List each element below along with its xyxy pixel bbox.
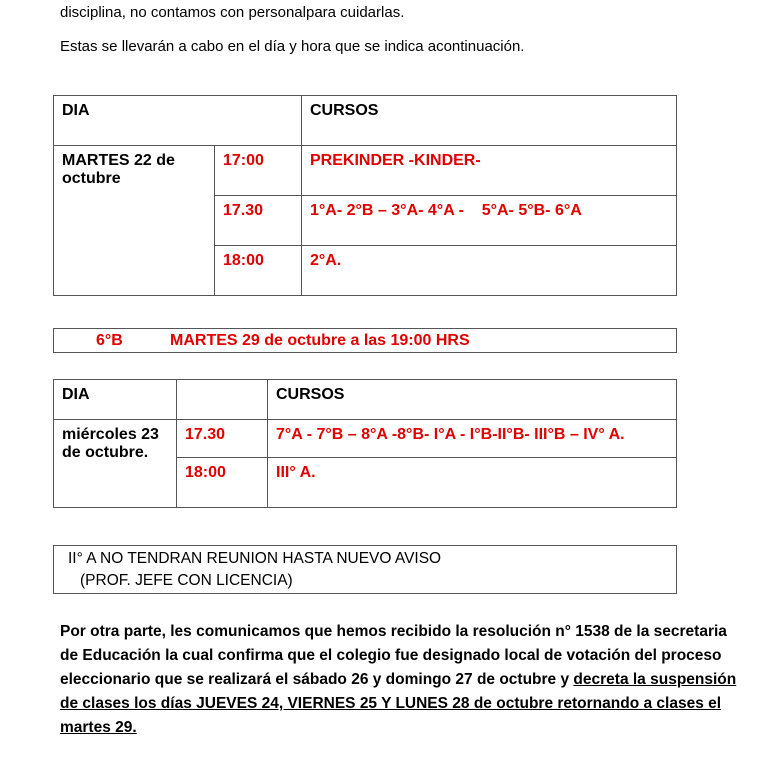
courses-cell: 2°A. — [302, 246, 677, 296]
notice-iia-line-1: II° A NO TENDRAN REUNION HASTA NUEVO AVISO — [68, 550, 442, 567]
header-day: DIA — [54, 96, 302, 146]
notice-6b — [53, 328, 677, 353]
schedule-table-1 — [53, 95, 677, 296]
day-cell — [54, 146, 215, 296]
courses-cell: III° A. — [268, 458, 677, 508]
header-courses: CURSOS — [302, 96, 677, 146]
table-header-row — [54, 380, 677, 420]
notice-6b-course: 6°B — [96, 332, 123, 349]
day-line-1: miércoles 23 — [62, 426, 159, 443]
schedule-table-2 — [53, 379, 677, 508]
table-row — [54, 146, 677, 196]
time-cell: 17.30 — [215, 196, 302, 246]
day-line-2: octubre — [62, 170, 121, 187]
day-cell — [54, 420, 177, 508]
header-day: DIA — [54, 380, 177, 420]
notice-6b-text: MARTES 29 de octubre a las 19:00 HRS — [170, 332, 470, 349]
day-line-1: MARTES 22 de — [62, 152, 175, 169]
time-cell: 18:00 — [177, 458, 268, 508]
final-part-1: Por otra parte, les comunicamos que hemos recibido la resolución n° 1538 de la secretaria de Educación la cual confirma que el colegio fue designado local de votación del proceso eleccionario que se realizará el sábado 26 y domingo 27 de octubre y — [60, 623, 727, 688]
table-header-row — [54, 96, 677, 146]
final-paragraph — [60, 620, 740, 740]
table-row — [54, 420, 677, 458]
courses-cell: PREKINDER -KINDER- — [302, 146, 677, 196]
notice-iia-line-2: (PROF. JEFE CON LICENCIA) — [80, 572, 293, 589]
time-cell: 17:00 — [215, 146, 302, 196]
time-cell: 18:00 — [215, 246, 302, 296]
header-empty — [177, 380, 268, 420]
final-part-2-underlined: decreta la suspensión de clases los días JUEVES 24, VIERNES 25 Y LUNES 28 de octubre retornando a clases el martes 29. — [60, 671, 737, 736]
courses-cell: 7°A - 7°B – 8°A -8°B- I°A - I°B-II°B- III°B – IV° A. — [268, 420, 677, 458]
notice-iia — [53, 545, 677, 594]
intro-line-1: disciplina, no contamos con personalpara cuidarlas. — [60, 4, 405, 21]
header-courses: CURSOS — [268, 380, 677, 420]
day-line-2: de octubre. — [62, 444, 149, 461]
courses-cell: 1°A- 2°B – 3°A- 4°A - 5°A- 5°B- 6°A — [302, 196, 677, 246]
time-cell: 17.30 — [177, 420, 268, 458]
intro-line-2: Estas se llevarán a cabo en el día y hora que se indica acontinuación. — [60, 38, 525, 55]
